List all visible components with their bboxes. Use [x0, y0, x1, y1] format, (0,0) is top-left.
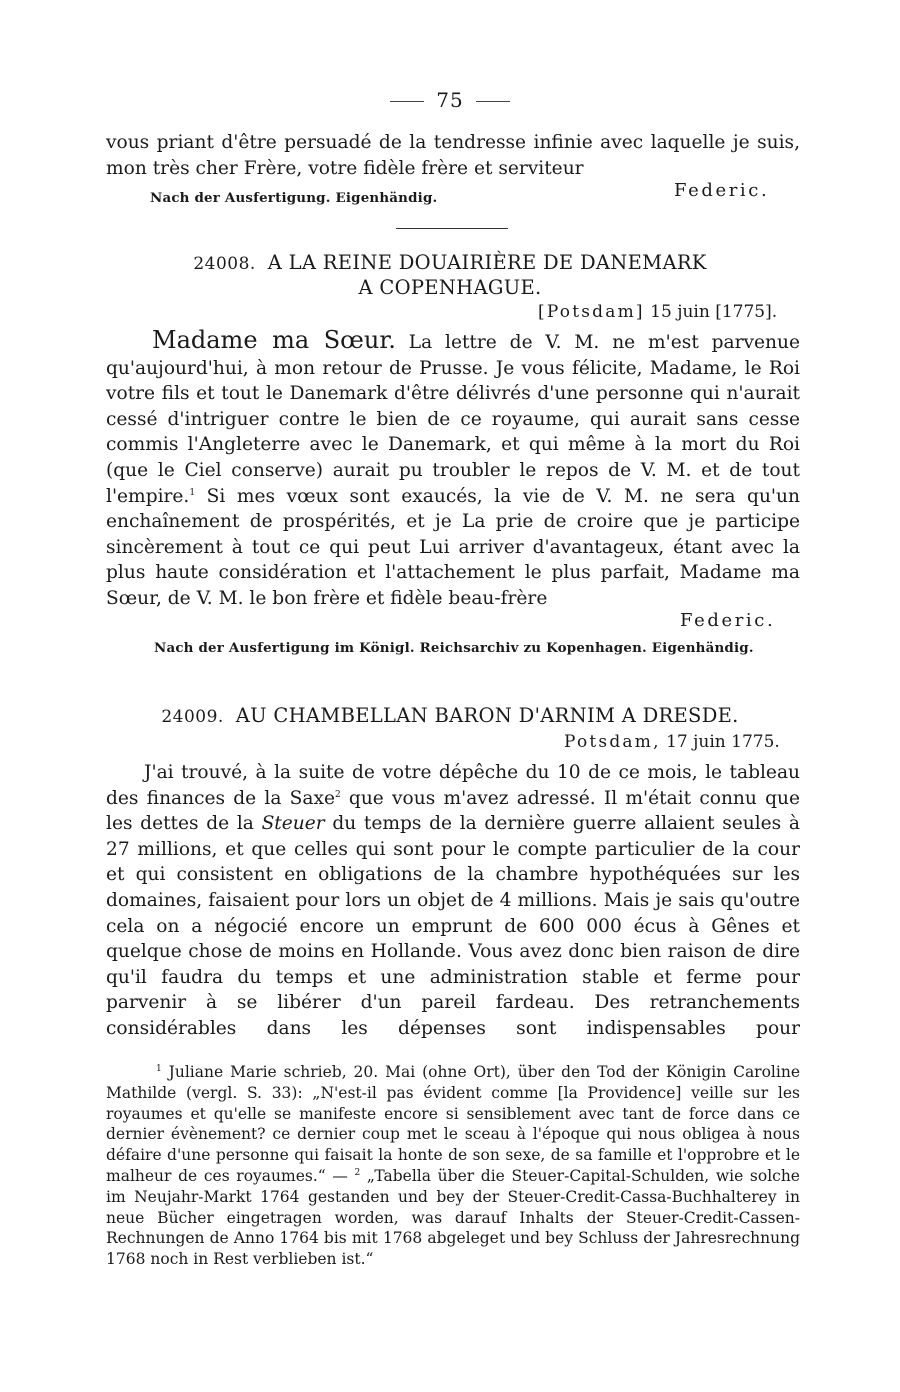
footnote-ref-2: 2 — [334, 789, 341, 800]
closing-text: vous priant d'être persuadé de la tendresse infinie avec laquelle je suis, mon très cher Frère, votre fidèle frère et serviteur — [106, 132, 800, 179]
letter-24008-body-part1: La lettre de V. M. ne m'est parvenue qu'aujourd'hui, à mon retour de Prusse. Je vous félicite, Madame, le Roi votre fils et tout le Danemark d'être délivrés d'une personne qui n'aurait cessé d'intriguer contre le bien de ce royaume, qui aurait sans cesse commis l'Angleterre avec le Danemark, et qui même à la mort du Roi (que le Ciel conserve) aurait pu troubler le repos de V. M. et de tout l'empire. — [106, 332, 800, 507]
footnotes — [106, 1062, 800, 1270]
letter-24008-date-rest: 15 juin [1775]. — [650, 302, 778, 322]
footnote-1-marker: 1 — [156, 1063, 162, 1074]
header-dash-right — [476, 101, 510, 102]
letter-24009-date — [564, 732, 780, 752]
letter-24008-date — [538, 302, 777, 322]
footnote-ref-1: 1 — [189, 487, 196, 498]
footnote-2-marker: 2 — [354, 1167, 361, 1178]
letter-24008-heading — [0, 251, 900, 274]
letter-24009-date-place: Potsdam, — [564, 732, 661, 752]
letter-24009-body — [106, 760, 800, 1042]
letter-24009-heading — [0, 704, 900, 727]
previous-letter-closing — [106, 130, 800, 181]
section-divider — [396, 228, 508, 229]
letter-24008-signature: Federic. — [680, 610, 776, 631]
letter-24009-body-part1: J'ai trouvé, à la suite de votre dépêche du 10 de ce mois, le tableau des finances de la Saxe — [106, 762, 800, 809]
letter-24009-body-part2: que vous m'avez adressé. Il m'était connu que les dettes de la — [106, 787, 800, 835]
letter-24008-title-line1: A LA REINE DOUAIRIÈRE DE DANEMARK — [267, 251, 707, 274]
footnote-2-text: „Tabella über die Steuer-Capital-Schulden, wie solche im Neujahr-Markt 1764 gestanden und bey der Steuer-Credit-Cassa-Buchhalterey in neue Bücher eingetragen worden, was darauf Inhalts der Steuer-Credit-Cassen-Rechnungen de Anno 1764 bis mit 1768 abgeleget und bey Schluss der Jahresrechnung 1768 noch in Rest verblieben ist.“ — [106, 1166, 800, 1269]
page-number: 75 — [436, 88, 464, 112]
letter-24009-date-rest: 17 juin 1775. — [666, 732, 780, 752]
letter-24008-salutation: Madame ma Sœur. — [152, 326, 396, 354]
letter-24008-body-part2: Si mes vœux sont exaucés, la vie de V. M. ne sera qu'un enchaînement de prospérités, et je La prie de croire que je participe sincèrement à tout ce qui peut Lui arriver d'avantageux, étant avec la plus haute considération et l'attachement le plus parfait, Madame ma Sœur, de V. M. le bon frère et fidèle beau-frère — [106, 485, 800, 609]
letter-24009-title: AU CHAMBELLAN BARON D'ARNIM A DRESDE. — [235, 704, 739, 727]
letter-24009-steuer: Steuer — [261, 813, 325, 835]
letter-24008-body — [106, 328, 800, 612]
letter-24009-body-part3: du temps de la dernière guerre allaient seules à 27 millions, et que celles qui sont pour le compte particulier de la cour et qui consistent en obligations de la chambre hypothéquées sur les domaines, faisaient pour lors un objet de 4 millions. Mais je sais qu'outre cela on a négocié encore un emprunt de 600 000 écus à Gênes et quelque chose de moins en Hollande. Vous avez donc bien raison de dire qu'il faudra du temps et une administration stable et ferme pour parvenir à se libérer d'un pareil fardeau. Des retranchements considérables dans les dépenses sont indispensables pour — [106, 813, 800, 1039]
letter-24008-title-line2: A COPENHAGUE. — [358, 276, 542, 299]
page-header — [0, 88, 900, 112]
letter-24008-number: 24008. — [193, 254, 256, 274]
letter-24008-date-place: [Potsdam] — [538, 302, 645, 322]
closing-signature: Federic. — [674, 180, 770, 201]
footnote-1-text: Juliane Marie schrieb, 20. Mai (ohne Ort), über den Tod der Königin Caroline Mathilde (vergl. S. 33): „N'est-il pas évident comme [la Providence] veille sur les royaumes et qu'elle se manifeste encore si sensiblement avec tant de force dans ce dernier évènement? ce dernier coup met le sceau à l'époque qui nous obligea à nous défaire d'une personne qui faisait la honte de son sexe, de sa famille et l'opprobre et le malheur de ces royaumes.“ — — [106, 1063, 800, 1185]
header-dash-left — [390, 101, 424, 102]
closing-source-note: Nach der Ausfertigung. Eigenhändig. — [150, 190, 438, 206]
letter-24008-source-note: Nach der Ausfertigung im Königl. Reichsarchiv zu Kopenhagen. Eigenhändig. — [154, 640, 754, 656]
letter-24009-number: 24009. — [161, 707, 224, 727]
